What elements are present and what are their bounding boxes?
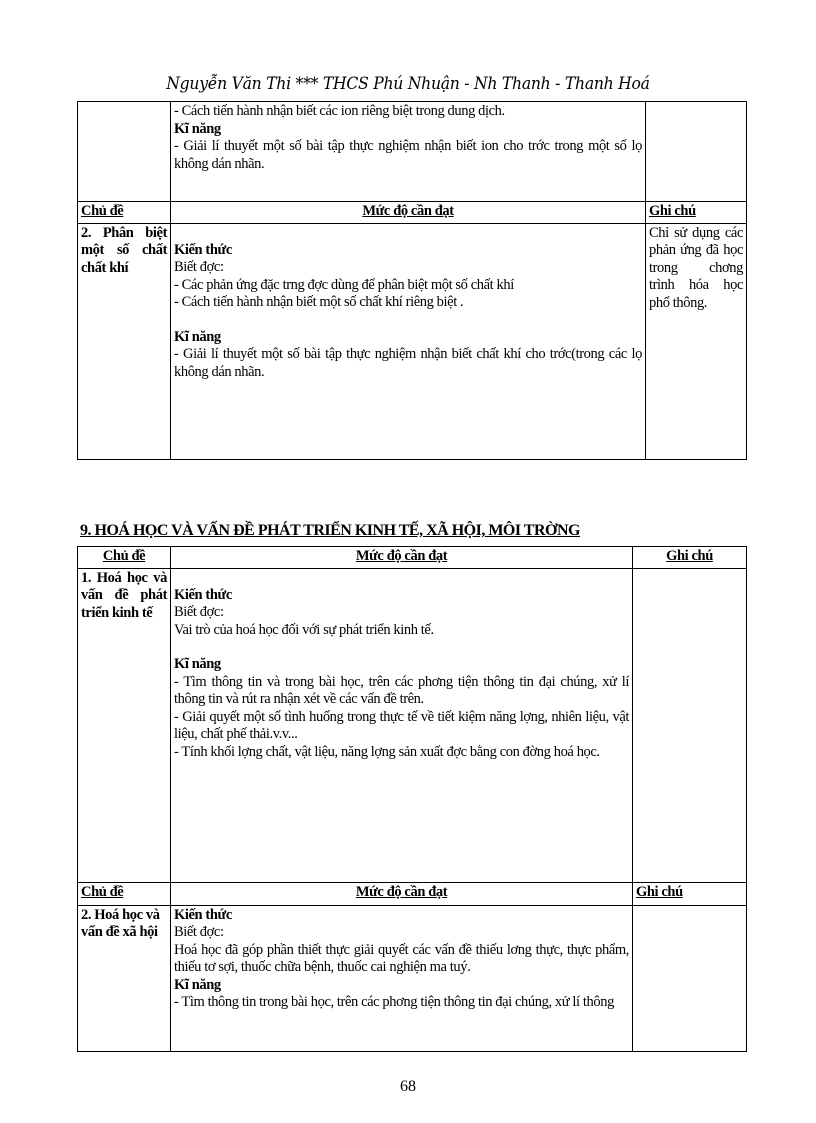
- header-note: Ghi chú: [633, 882, 747, 905]
- cont-note-cell: [646, 102, 747, 202]
- knowledge-heading: Kiến thức: [174, 586, 232, 603]
- knowledge-heading: Kiến thức: [174, 906, 232, 923]
- table-header-row: [78, 547, 747, 569]
- content-line: Vai trò của hoá học đối với sự phát triển kinh tế.: [174, 621, 434, 638]
- content-line: - Cách tiến hành nhận biết các ion riêng biệt trong dung dịch.: [174, 103, 505, 119]
- table-header-row: [78, 202, 747, 224]
- topic-cell: 2. Hoá học và vấn đề xã hội: [78, 905, 171, 1051]
- content-line: Biết đợc:: [174, 259, 224, 275]
- knowledge-heading: Kiến thức: [174, 241, 232, 258]
- table-section-8-end: [77, 101, 747, 460]
- content-line: - Giải lí thuyết một số bài tập thực nghiệm nhận biết ion cho trớc trong một số lọ không dán nhãn.: [174, 138, 642, 172]
- skill-heading: Kĩ năng: [174, 976, 221, 993]
- section-title: 9. HOÁ HỌC VÀ VẤN ĐỀ PHÁT TRIỂN KINH TẾ, XÃ HỘI, MÔI TRỜNG: [80, 522, 580, 539]
- table-section-9: [77, 546, 747, 1052]
- note-cell: [633, 905, 747, 1051]
- table-row: [78, 568, 747, 882]
- page-number: 68: [400, 1078, 416, 1095]
- content-line: - Giải quyết một số tình huống trong thực tế về tiết kiệm năng lợng, nhiên liệu, vật liệu, chất phế thải.v.v...: [174, 708, 629, 742]
- skill-heading: Kĩ năng: [174, 328, 221, 345]
- content-line: Biết đợc:: [174, 604, 224, 620]
- content-cell: [171, 568, 633, 882]
- table-row: [78, 905, 747, 1051]
- content-cell: [171, 905, 633, 1051]
- note-cell: Chỉ sử dụng các phản ứng đã học trong chơng trình hóa học phổ thông.: [646, 223, 747, 459]
- header-topic: Chủ đề: [78, 882, 171, 905]
- content-cell: [171, 223, 646, 459]
- content-line: - Tính khối lợng chất, vật liệu, năng lợng sản xuất đợc bằng con đờng hoá học.: [174, 743, 600, 760]
- header-level: Mức độ cần đạt: [171, 547, 633, 569]
- header-level: Mức độ cần đạt: [171, 882, 633, 905]
- header-note: Ghi chú: [633, 547, 747, 569]
- topic-cell: 2. Phân biệt một số chất chất khí: [78, 223, 171, 459]
- content-line: Biết đợc:: [174, 924, 224, 940]
- topic-cell: 1. Hoá học và vấn đề phát triển kinh tế: [78, 568, 171, 882]
- cont-topic-cell: [78, 102, 171, 202]
- skill-heading: Kĩ năng: [174, 120, 221, 137]
- header-topic: Chủ đề: [78, 547, 171, 569]
- content-line: - Các phản ứng đặc trng đợc dùng để phân biệt một số chất khí: [174, 276, 514, 293]
- table-header-row: [78, 882, 747, 905]
- skill-heading: Kĩ năng: [174, 656, 221, 672]
- content-line: - Giải lí thuyết một số bài tập thực nghiệm nhận biết chất khí cho trớc(trong các lọ không dán nhãn.: [174, 346, 642, 380]
- page-header: Nguyễn Văn Thi *** THCS Phú Nhuận - Nh Thanh - Thanh Hoá: [166, 74, 650, 94]
- header-topic: Chủ đề: [78, 202, 171, 224]
- table-row: [78, 223, 747, 459]
- table-row-continuation: [78, 102, 747, 202]
- content-line: Hoá học đã góp phần thiết thực giải quyết các vấn đề thiếu lơng thực, thực phẩm, thiếu tơ sợi, thuốc chữa bệnh, thuốc cai nghiện ma tuý.: [174, 941, 629, 975]
- note-cell: [633, 568, 747, 882]
- content-line: - Cách tiến hành nhận biết một số chất khí riêng biệt .: [174, 294, 464, 310]
- cont-content-cell: [171, 102, 646, 202]
- content-line: - Tìm thông tin trong bài học, trên các phơng tiện thông tin đại chúng, xử lí thông: [174, 994, 614, 1010]
- content-line: - Tìm thông tin và trong bài học, trên các phơng tiện thông tin đại chúng, xử lí thông tin và rút ra nhận xét về các vấn đề trên.: [174, 673, 629, 707]
- header-level: Mức độ cần đạt: [171, 202, 646, 224]
- header-note: Ghi chú: [646, 202, 747, 224]
